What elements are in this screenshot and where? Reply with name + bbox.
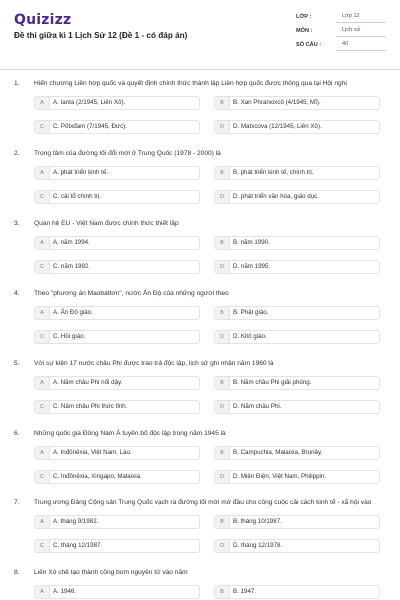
option-letter: D	[215, 401, 230, 413]
option-b[interactable]	[214, 376, 380, 390]
option-letter: D	[215, 540, 230, 552]
option-letter: C	[35, 121, 50, 133]
question-text: Những quốc gia Đông Nam Á tuyên bố độc lập trong năm 1945 là	[34, 430, 226, 437]
question-number: 3.	[14, 220, 20, 227]
meta-subject-row	[296, 24, 386, 38]
option-letter: A	[35, 237, 50, 249]
option-d[interactable]	[214, 260, 380, 274]
option-d[interactable]	[214, 190, 380, 204]
question-text: Theo "phương án Maobáttơn", nước Ấn Độ của những người theo	[34, 290, 229, 297]
option-a[interactable]	[34, 376, 200, 390]
meta-label: LỚP :	[296, 14, 312, 20]
option-d[interactable]	[214, 539, 380, 553]
question-text: Với sự kiện 17 nước châu Phi được trao trả độc lập, lịch sử ghi nhận năm 1960 là	[34, 360, 274, 367]
meta-label: SỐ CÂU :	[296, 42, 322, 48]
question-number: 1.	[14, 80, 20, 87]
option-b[interactable]	[214, 515, 380, 529]
option-b[interactable]	[214, 306, 380, 320]
option-text: A. phát triển kinh tế.	[53, 169, 109, 176]
option-a[interactable]	[34, 585, 200, 599]
option-letter: C	[35, 471, 50, 483]
option-text: D. phát triển văn hóa, giáo dục.	[233, 193, 319, 200]
option-c[interactable]	[34, 539, 200, 553]
meta-label: MÔN :	[296, 28, 313, 34]
option-b[interactable]	[214, 166, 380, 180]
option-text: B. Năm châu Phi giải phóng.	[233, 379, 312, 386]
option-letter: B	[215, 167, 230, 179]
option-c[interactable]	[34, 190, 200, 204]
option-d[interactable]	[214, 120, 380, 134]
question-number: 6.	[14, 430, 20, 437]
header	[0, 0, 400, 64]
option-text: C. tháng 12/1987.	[53, 542, 103, 549]
page-title: Đề thi giữa kì 1 Lịch Sử 12 (Đề 1 - có đáp án)	[14, 31, 188, 40]
option-text: D. tháng 12/1978.	[233, 542, 283, 549]
meta-count-row	[296, 38, 386, 52]
option-letter: A	[35, 516, 50, 528]
option-letter: D	[215, 471, 230, 483]
question-text: Trọng tâm của đường lối đổi mới ở Trung Quốc (1978 - 2000) là	[34, 150, 221, 157]
question-number: 8.	[14, 569, 20, 576]
option-text: A. Năm châu Phi nổi dậy.	[53, 379, 123, 386]
option-letter: B	[215, 307, 230, 319]
option-text: C. Năm châu Phi thức tỉnh.	[53, 403, 128, 410]
option-letter: D	[215, 121, 230, 133]
option-text: A. 1946.	[53, 588, 77, 595]
option-letter: D	[215, 331, 230, 343]
option-text: A. Inđônêxia, Việt Nam, Lào.	[53, 449, 132, 456]
option-b[interactable]	[214, 96, 380, 110]
question-number: 5.	[14, 360, 20, 367]
option-letter: C	[35, 191, 50, 203]
option-letter: B	[215, 97, 230, 109]
option-text: B. 1947.	[233, 588, 257, 595]
option-b[interactable]	[214, 446, 380, 460]
option-c[interactable]	[34, 260, 200, 274]
option-text: A. năm 1994.	[53, 239, 90, 246]
option-text: A. Ianta (2/1945, Liên Xô).	[53, 99, 126, 106]
option-text: A. Ấn Độ giáo.	[53, 309, 93, 316]
meta-class-row	[296, 10, 386, 24]
option-text: D. Matxcova (12/1945, Liên Xô).	[233, 123, 322, 130]
option-text: C. năm 1992.	[53, 263, 91, 270]
option-text: D. Kitô giáo.	[233, 333, 267, 340]
option-a[interactable]	[34, 96, 200, 110]
option-text: B. Phật giáo.	[233, 309, 269, 316]
option-text: A. tháng 9/1982.	[53, 518, 99, 525]
option-text: D. năm 1995.	[233, 263, 271, 270]
meta-value: Lịch sử	[336, 25, 386, 37]
option-letter: D	[215, 261, 230, 273]
option-a[interactable]	[34, 236, 200, 250]
option-d[interactable]	[214, 330, 380, 344]
option-letter: B	[215, 586, 230, 598]
option-a[interactable]	[34, 515, 200, 529]
option-letter: A	[35, 377, 50, 389]
option-text: B. năm 1990.	[233, 239, 270, 246]
question-text: Trung ương Đảng Cộng sản Trung Quốc vạch ra đường lối mới mở đầu cho công cuộc cải cách kinh tế - xã hội vào	[34, 499, 372, 506]
option-text: B. phát triển kinh tế, chính trị.	[233, 169, 314, 176]
option-letter: B	[215, 516, 230, 528]
option-letter: B	[215, 237, 230, 249]
option-letter: C	[35, 261, 50, 273]
option-b[interactable]	[214, 585, 380, 599]
option-text: C. Inđônêxia, Xingapo, Malaixia.	[53, 473, 142, 480]
option-text: B. Xan Phranxixcô (4/1945, Mĩ).	[233, 99, 321, 106]
option-b[interactable]	[214, 236, 380, 250]
option-text: D. Năm châu Phi.	[233, 403, 282, 410]
question-text: Liên Xô chế tạo thành công bom nguyên tử vào năm	[34, 569, 188, 576]
question-number: 2.	[14, 150, 20, 157]
question-number: 4.	[14, 290, 20, 297]
question-text: Quan hệ EU - Việt Nam được chính thức thiết lập	[34, 220, 179, 227]
option-c[interactable]	[34, 120, 200, 134]
option-text: B. Campuchia, Malaixia, Brunây.	[233, 449, 323, 456]
option-d[interactable]	[214, 470, 380, 484]
question-number: 7.	[14, 499, 20, 506]
option-a[interactable]	[34, 446, 200, 460]
option-text: B. tháng 10/1987.	[233, 518, 282, 525]
option-c[interactable]	[34, 400, 200, 414]
option-c[interactable]	[34, 330, 200, 344]
option-letter: B	[215, 447, 230, 459]
option-letter: D	[215, 191, 230, 203]
option-letter: A	[35, 167, 50, 179]
option-letter: C	[35, 540, 50, 552]
option-text: D. Miến Điện, Việt Nam, Philippin.	[233, 473, 327, 480]
meta-value: Lớp 12	[336, 11, 386, 23]
option-letter: C	[35, 401, 50, 413]
option-letter: A	[35, 307, 50, 319]
option-d[interactable]	[214, 400, 380, 414]
option-a[interactable]	[34, 166, 200, 180]
quizizz-logo[interactable]: Quizizz	[14, 12, 72, 28]
meta-box	[296, 10, 386, 52]
option-c[interactable]	[34, 470, 200, 484]
option-a[interactable]	[34, 306, 200, 320]
option-text: C. Pốtxđam (7/1945, Đức).	[53, 123, 127, 130]
option-letter: C	[35, 331, 50, 343]
option-letter: A	[35, 97, 50, 109]
header-divider	[0, 69, 400, 70]
option-letter: B	[215, 377, 230, 389]
question-text: Hiến chương Liên hợp quốc và quyết định chính thức thành lập Liên hợp quốc được thông qua tại Hội nghị	[34, 80, 347, 87]
meta-value: 40	[336, 39, 386, 51]
option-text: C. cải tổ chính trị.	[53, 193, 102, 200]
option-letter: A	[35, 586, 50, 598]
option-letter: A	[35, 447, 50, 459]
option-text: C. Hồi giáo.	[53, 333, 86, 340]
